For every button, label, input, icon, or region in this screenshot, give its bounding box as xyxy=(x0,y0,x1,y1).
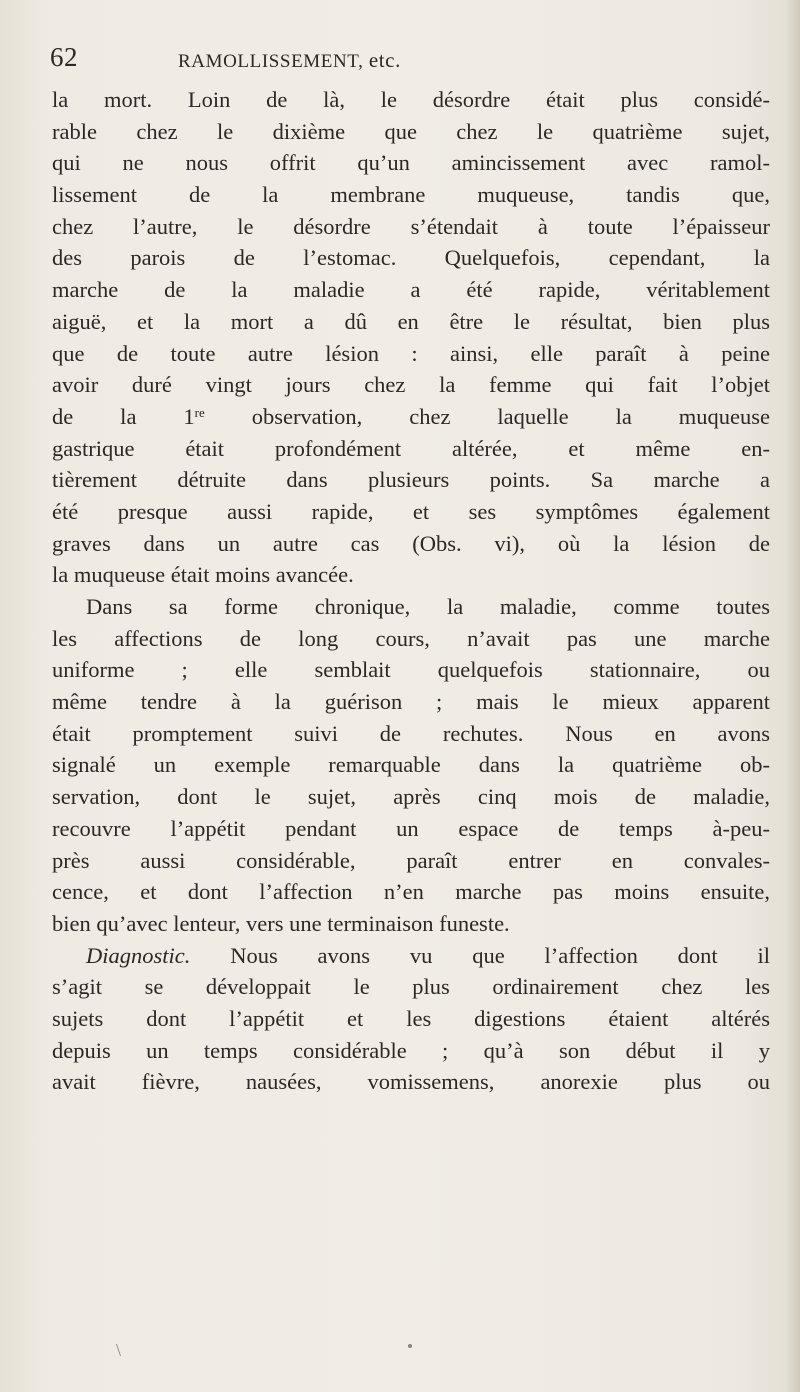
running-head-etc: etc. xyxy=(368,48,401,72)
page-edge-shadow xyxy=(786,0,800,1392)
body-text xyxy=(52,84,770,1098)
text-line: été presque aussi rapide, et ses symptômes également xyxy=(52,498,770,524)
text-line: près aussi considérable, paraît entrer en convales- xyxy=(52,847,770,873)
text-line: signalé un exemple remarquable dans la quatrième ob- xyxy=(52,752,770,778)
text-line: sujets dont l’appétit et les digestions étaient altérés xyxy=(52,1005,770,1031)
text-line: qui ne nous offrit qu’un amincissement avec ramol- xyxy=(52,150,770,176)
text-line: la muqueuse était moins avancée. xyxy=(52,562,354,588)
text-line: était promptement suivi de rechutes. Nous en avons xyxy=(52,720,770,746)
running-head-title: RAMOLLISSEMENT, xyxy=(178,51,364,72)
text-line: les affections de long cours, n’avait pas une marche xyxy=(52,625,770,651)
text-line: recouvre l’appétit pendant un espace de temps à-peu- xyxy=(52,815,770,841)
text-line: avoir duré vingt jours chez la femme qui fait l’objet xyxy=(52,372,770,398)
text-line: même tendre à la guérison ; mais le mieux apparent xyxy=(52,689,770,715)
stray-print-mark: \ xyxy=(116,1340,122,1360)
text-line: servation, dont le sujet, après cinq mois de maladie, xyxy=(52,784,770,810)
text-line: la mort. Loin de là, le désordre était plus considé- xyxy=(52,87,770,112)
text-line: bien qu’avec lenteur, vers une terminaison funeste. xyxy=(52,910,510,936)
text-line-with-italic-lead xyxy=(52,940,770,972)
text-line: uniforme ; elle semblait quelquefois stationnaire, ou xyxy=(52,657,770,683)
stray-print-dot xyxy=(408,1344,412,1348)
running-head xyxy=(178,48,401,73)
text-line: que de toute autre lésion : ainsi, elle paraît à peine xyxy=(52,340,770,366)
text-line: depuis un temps considérable ; qu’à son début il y xyxy=(52,1037,770,1063)
text-fragment: de la 1 xyxy=(52,403,195,429)
text-line: graves dans un autre cas (Obs. vi), où la lésion de xyxy=(52,530,770,556)
text-line: des parois de l’estomac. Quelquefois, cependant, la xyxy=(52,245,770,271)
text-line: tièrement détruite dans plusieurs points. Sa marche a xyxy=(52,467,770,493)
text-fragment: Nous avons vu que l’affection dont il xyxy=(190,942,770,968)
text-line: avait fièvre, nausées, vomissemens, anorexie plus ou xyxy=(52,1069,770,1095)
superscript: re xyxy=(194,404,205,420)
page-number: 62 xyxy=(50,42,78,72)
section-lead-diagnostic: Diagnostic. xyxy=(86,942,191,968)
text-line: marche de la maladie a été rapide, véritablement xyxy=(52,277,770,303)
page-header xyxy=(50,42,750,82)
text-fragment: observation, chez laquelle la muqueuse xyxy=(204,403,770,429)
text-line: chez l’autre, le désordre s’étendait à toute l’épaisseur xyxy=(52,213,770,239)
text-line: Dans sa forme chronique, la maladie, comme toutes xyxy=(86,594,770,619)
text-line: aiguë, et la mort a dû en être le résultat, bien plus xyxy=(52,308,770,334)
text-line: cence, et dont l’affection n’en marche pas moins ensuite, xyxy=(52,879,770,905)
text-line: s’agit se développait le plus ordinairement chez les xyxy=(52,974,770,1000)
text-line: rable chez le dixième que chez le quatrième sujet, xyxy=(52,118,770,144)
text-line: lissement de la membrane muqueuse, tandis que, xyxy=(52,182,770,208)
text-line-with-superscript xyxy=(52,401,770,433)
text-line: gastrique était profondément altérée, et même en- xyxy=(52,435,770,461)
